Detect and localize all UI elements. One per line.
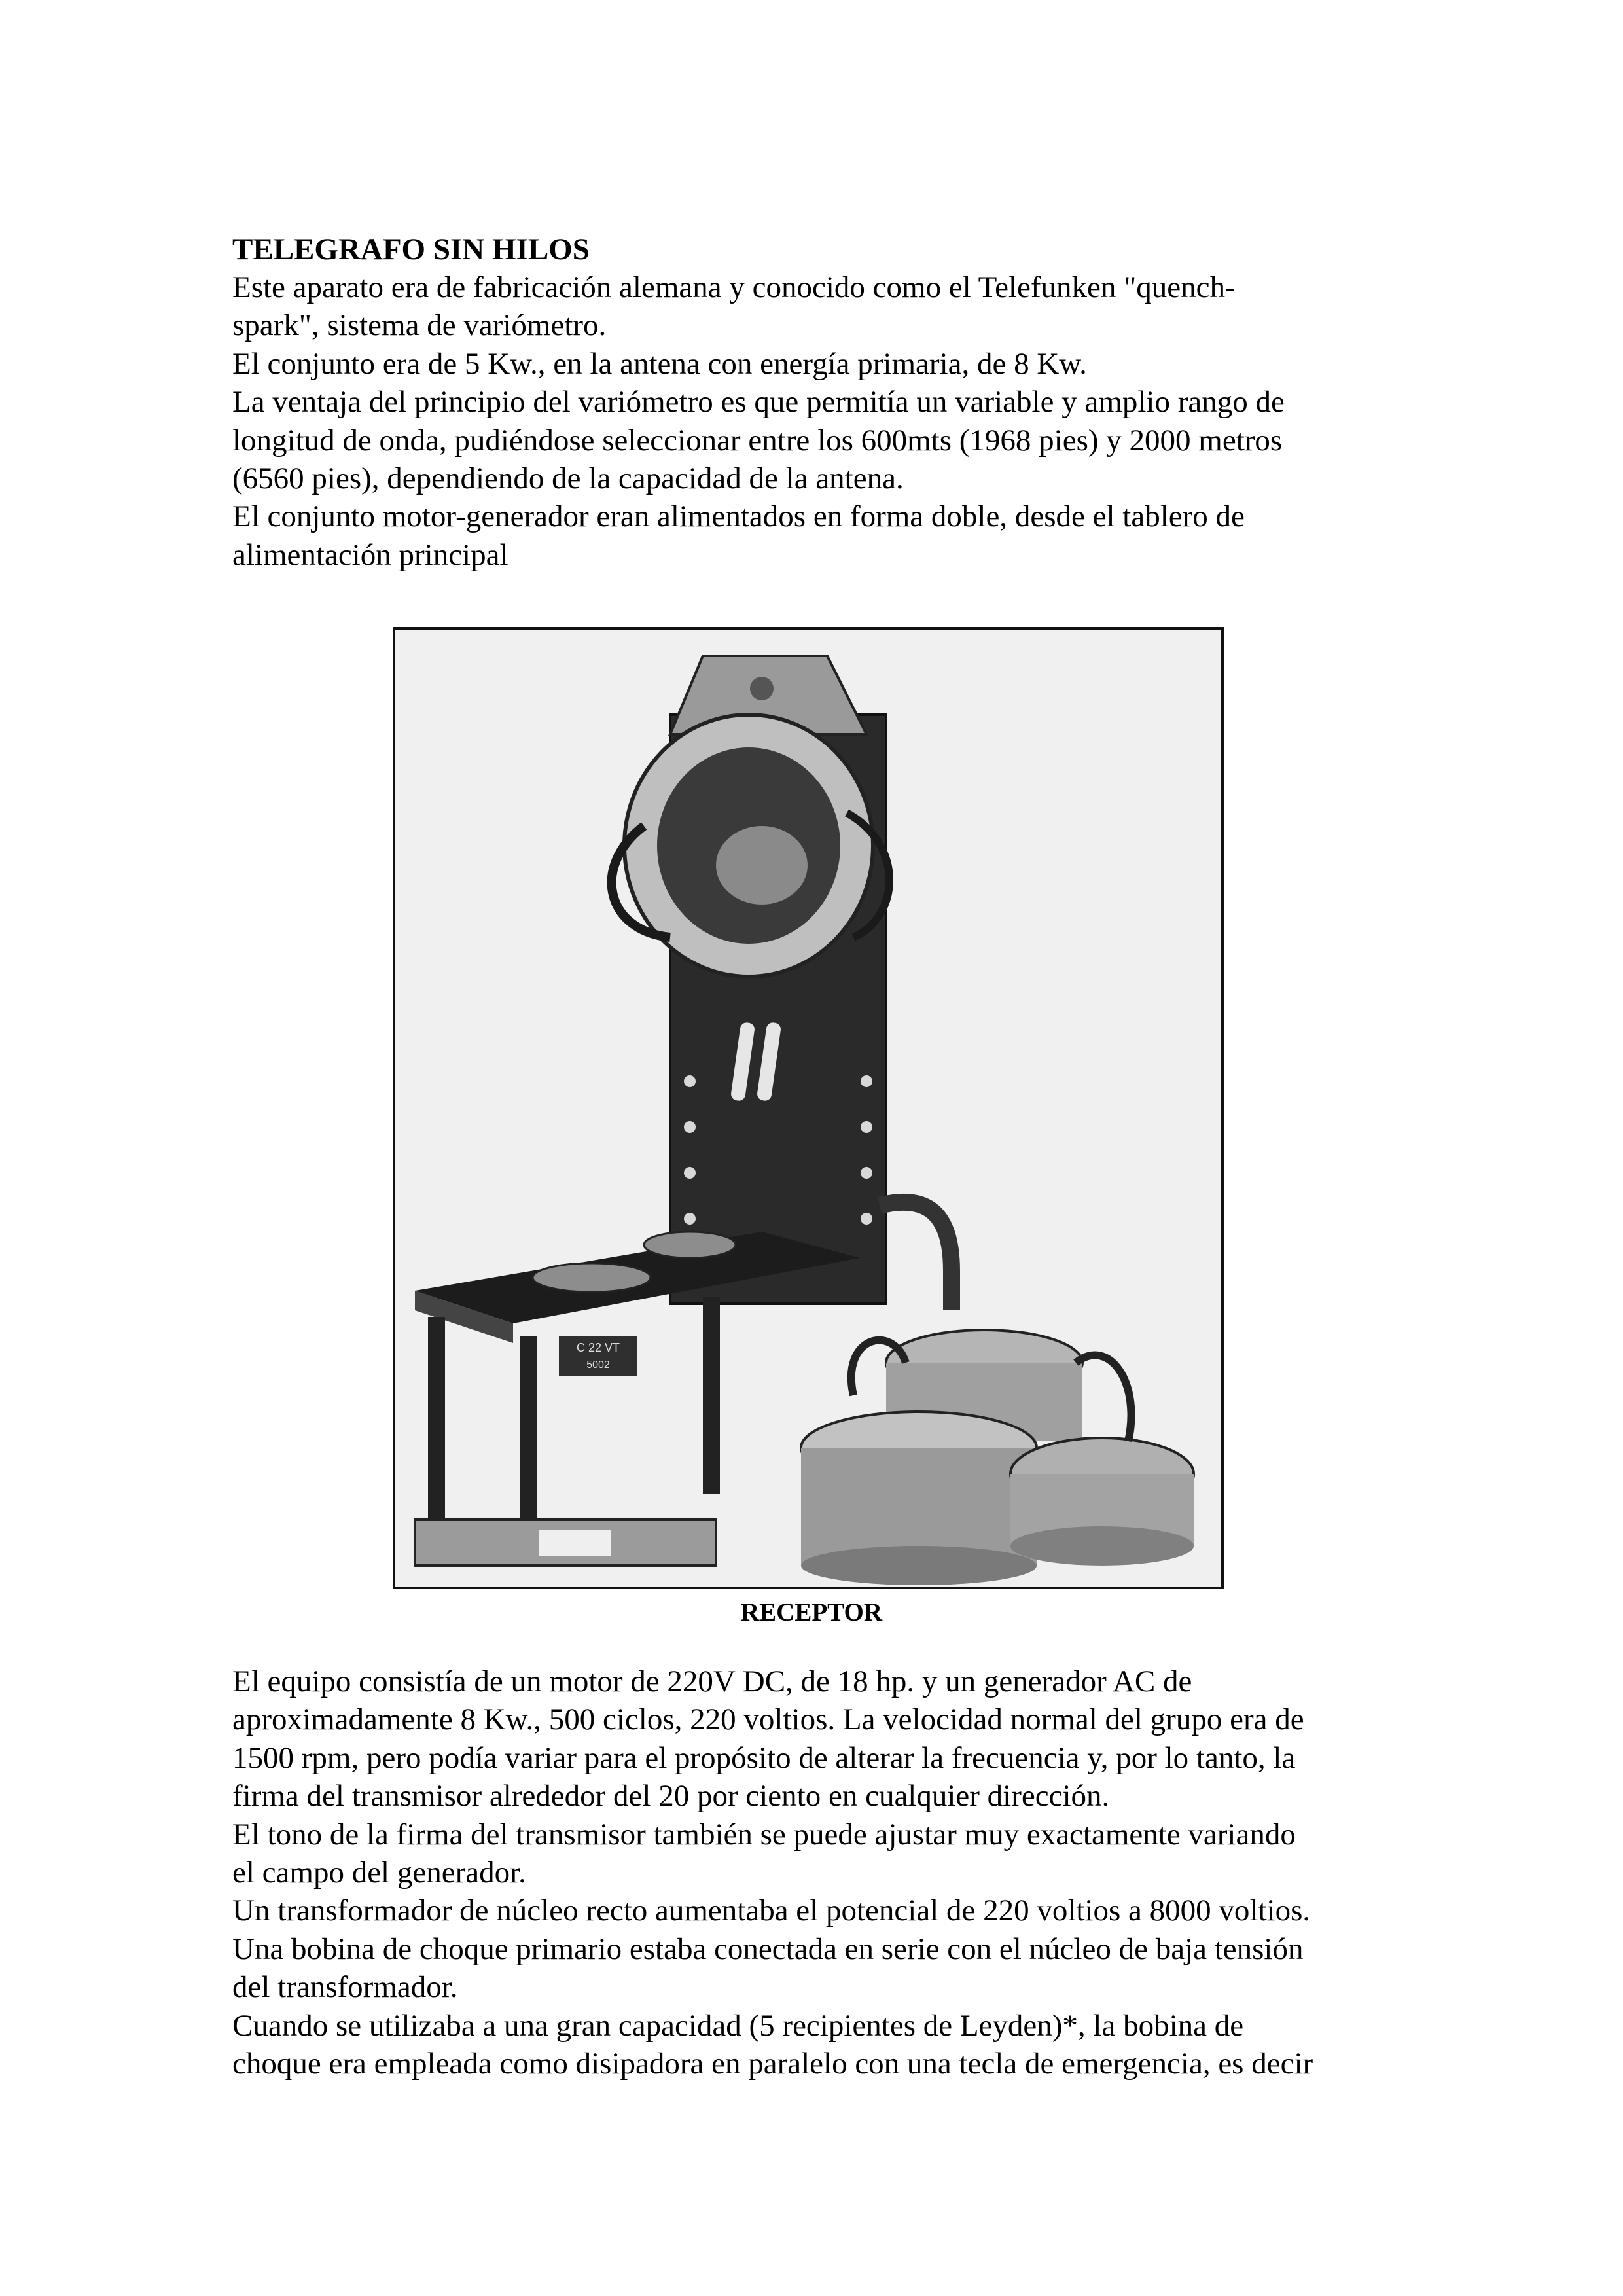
intro-line: longitud de onda, pudiéndose seleccionar entre los 600mts (1968 pies) y 2000 metros xyxy=(232,423,1283,457)
body-line: 1500 rpm, pero podía variar para el propósito de alterar la frecuencia y, por lo tanto, la xyxy=(232,1740,1296,1775)
body-line: el campo del generador. xyxy=(232,1856,526,1890)
receptor-photo xyxy=(393,627,1224,1589)
intro-line: (6560 pies), dependiendo de la capacidad de la antena. xyxy=(232,461,904,496)
body-line: Cuando se utilizaba a una gran capacidad (5 recipientes de Leyden)*, la bobina de xyxy=(232,2008,1244,2043)
figure-caption: RECEPTOR xyxy=(741,1598,882,1626)
intro-section xyxy=(232,230,1391,574)
body-line: Una bobina de choque primario estaba conectada en serie con el núcleo de baja tensión xyxy=(232,1931,1304,1966)
page-title: TELEGRAFO SIN HILOS xyxy=(232,232,590,266)
intro-line: spark", sistema de variómetro. xyxy=(232,308,607,343)
body-line: choque era empleada como disipadora en paralelo con una tecla de emergencia, es decir xyxy=(232,2047,1313,2081)
body-line: del transformador. xyxy=(232,1970,458,2005)
body-line: aproximadamente 8 Kw., 500 ciclos, 220 voltios. La velocidad normal del grupo era de xyxy=(232,1702,1304,1737)
body-line: Un transformador de núcleo recto aumentaba el potencial de 220 voltios a 8000 voltios. xyxy=(232,1893,1311,1928)
body-line: El tono de la firma del transmisor también se puede ajustar muy exactamente variando xyxy=(232,1817,1296,1852)
intro-line: La ventaja del principio del variómetro es que permitía un variable y amplio rango de xyxy=(232,385,1285,420)
body-section xyxy=(232,1662,1391,2083)
plate-label-2: 5002 xyxy=(586,1359,610,1371)
plate-label-1: C 22 VT xyxy=(576,1341,620,1354)
receptor-illustration xyxy=(395,630,1221,1587)
intro-line: El conjunto era de 5 Kw., en la antena con energía primaria, de 8 Kw. xyxy=(232,346,1087,381)
intro-line: El conjunto motor-generador eran alimentados en forma doble, desde el tablero de xyxy=(232,499,1245,534)
body-line: firma del transmisor alrededor del 20 por ciento en cualquier dirección. xyxy=(232,1779,1110,1814)
intro-line: alimentación principal xyxy=(232,537,508,572)
body-line: El equipo consistía de un motor de 220V DC, de 18 hp. y un generador AC de xyxy=(232,1664,1192,1698)
intro-line: Este aparato era de fabricación alemana y conocido como el Telefunken "quench- xyxy=(232,270,1236,304)
